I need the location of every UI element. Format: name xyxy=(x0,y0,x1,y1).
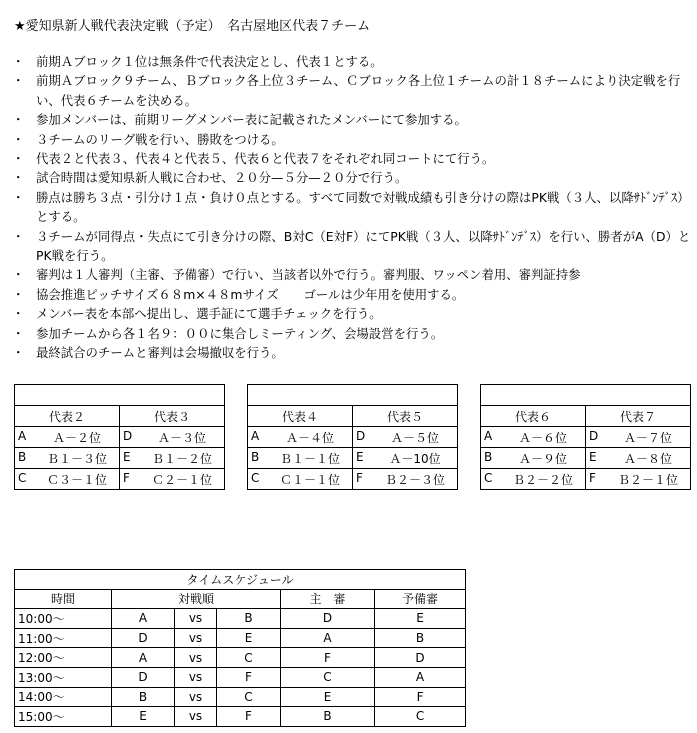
rule-item: ・ 最終試合のチームと審判は会場撤収を行う。 xyxy=(14,343,694,362)
team-slot: Ａ－８位 xyxy=(623,451,672,466)
group-cell xyxy=(248,448,353,469)
group-cell xyxy=(353,427,458,448)
schedule-home: A xyxy=(112,648,175,668)
rule-item: ・ 協会推進ピッチサイズ６８m×４８mサイズ ゴールは少年用を使用する。 xyxy=(14,285,694,304)
group-table-blank-row xyxy=(15,385,225,406)
group-cell xyxy=(248,469,353,490)
rule-item: ・ 審判は１人審判（主審、予備審）で行い、当該者以外で行う。審判服、ワッペン着用、審判証持参 xyxy=(14,265,694,284)
rule-item: ・ 前期Ａブロック１位は無条件で代表決定とし、代表１とする。 xyxy=(14,52,694,71)
rule-item: ・ メンバー表を本部へ提出し、選手証にて選手チェックを行う。 xyxy=(14,304,694,323)
schedule-vs: vs xyxy=(175,687,217,707)
schedule-home: A xyxy=(112,609,175,629)
rule-item: ・ ３チームのリーグ戦を行い、勝敗をつける。 xyxy=(14,130,694,149)
schedule-row xyxy=(15,687,466,707)
schedule-vs: vs xyxy=(175,609,217,629)
team-letter: A xyxy=(484,428,493,443)
team-letter: D xyxy=(589,428,599,443)
schedule-time: 11:00～ xyxy=(15,628,112,648)
team-slot: Ｂ２－２位 xyxy=(512,472,573,487)
team-slot: Ａ－３位 xyxy=(157,430,206,445)
schedule-referee: F xyxy=(281,648,375,668)
schedule-time: 15:00～ xyxy=(15,707,112,727)
schedule-reserve: F xyxy=(375,687,466,707)
group-cell xyxy=(120,427,225,448)
schedule-reserve: E xyxy=(375,609,466,629)
team-slot: Ａ－６位 xyxy=(518,430,567,445)
schedule-referee: A xyxy=(281,628,375,648)
team-slot: Ｂ２－１位 xyxy=(617,472,678,487)
team-letter: E xyxy=(123,449,131,464)
schedule-reserve: C xyxy=(375,707,466,727)
schedule-time: 14:00～ xyxy=(15,687,112,707)
team-letter: E xyxy=(589,449,597,464)
team-slot: Ｃ２－１位 xyxy=(151,472,212,487)
group-cell xyxy=(15,448,120,469)
schedule-row xyxy=(15,628,466,648)
schedule-time: 13:00～ xyxy=(15,667,112,687)
team-letter: D xyxy=(356,428,366,443)
schedule-away: C xyxy=(217,648,281,668)
schedule-header-time: 時間 xyxy=(15,589,112,609)
schedule-referee: B xyxy=(281,707,375,727)
schedule-title: タイムスケジュール xyxy=(15,570,466,590)
schedule-row xyxy=(15,648,466,668)
team-letter: F xyxy=(356,470,363,485)
team-slot: Ａ－10位 xyxy=(389,451,441,466)
rule-item: ・ 代表２と代表３、代表４と代表５、代表６と代表７をそれぞれ同コートにて行う。 xyxy=(14,149,694,168)
schedule-header-match: 対戦順 xyxy=(112,589,281,609)
group-cell xyxy=(120,469,225,490)
team-slot: Ｂ１－３位 xyxy=(46,451,107,466)
team-letter: F xyxy=(589,470,596,485)
group-cell xyxy=(15,427,120,448)
team-letter: B xyxy=(18,449,27,464)
schedule-header-reserve: 予備審 xyxy=(375,589,466,609)
rule-item: ・ ３チームが同得点・失点にて引き分けの際、B対C（E対F）にてPK戦（３人、以降ｻﾄﾞﾝﾃﾞｽ）を行い、勝者がA（D）とPK戦を行う。 xyxy=(14,227,694,266)
schedule-vs: vs xyxy=(175,628,217,648)
team-slot: Ｃ１－１位 xyxy=(279,472,340,487)
rules-list xyxy=(14,52,694,363)
schedule-vs: vs xyxy=(175,667,217,687)
rule-item: ・ 参加チームから各１名９：００に集合しミーティング、会場設営を行う。 xyxy=(14,324,694,343)
group-header-left: 代表６ xyxy=(481,406,586,427)
rule-item: ・ 勝点は勝ち３点・引分け１点・負け０点とする。すべて同数で対戦成績も引き分けの際はPK戦（３人、以降ｻﾄﾞﾝﾃﾞｽ）とする。 xyxy=(14,188,694,227)
group-cell xyxy=(15,469,120,490)
team-letter: B xyxy=(251,449,260,464)
group-header-left: 代表４ xyxy=(248,406,353,427)
schedule-home: E xyxy=(112,707,175,727)
schedule-referee: C xyxy=(281,667,375,687)
schedule-away: B xyxy=(217,609,281,629)
team-letter: B xyxy=(484,449,493,464)
team-slot: Ａ－９位 xyxy=(518,451,567,466)
group-header-right: 代表５ xyxy=(353,406,458,427)
group-header-left: 代表２ xyxy=(15,406,120,427)
schedule-away: C xyxy=(217,687,281,707)
document-title: ★愛知県新人戦代表決定戦（予定） 名古屋地区代表７チーム xyxy=(14,19,371,34)
group-cell xyxy=(586,427,691,448)
group-cell xyxy=(586,448,691,469)
schedule-row xyxy=(15,667,466,687)
group-table-rep2-3 xyxy=(14,384,225,490)
schedule-referee: D xyxy=(281,609,375,629)
rule-item: ・ 前期Ａブロック９チーム、Ｂブロック各上位３チーム、Ｃブロック各上位１チームの計１８チームにより決定戦を行い、代表６チームを決める。 xyxy=(14,71,694,110)
schedule-home: B xyxy=(112,687,175,707)
team-letter: D xyxy=(123,428,133,443)
schedule-vs: vs xyxy=(175,707,217,727)
schedule-reserve: D xyxy=(375,648,466,668)
schedule-referee: E xyxy=(281,687,375,707)
time-schedule-table xyxy=(14,569,466,727)
team-slot: Ｂ２－３位 xyxy=(384,472,445,487)
team-slot: Ａ－４位 xyxy=(285,430,334,445)
schedule-reserve: A xyxy=(375,667,466,687)
schedule-header-referee: 主 審 xyxy=(281,589,375,609)
team-slot: Ｂ１－１位 xyxy=(279,451,340,466)
rule-item: ・ 試合時間は愛知県新人戦に合わせ、２０分—５分—２０分で行う。 xyxy=(14,168,694,187)
group-header-right: 代表７ xyxy=(586,406,691,427)
team-letter: C xyxy=(18,470,27,485)
team-letter: A xyxy=(18,428,27,443)
rule-item: ・ 参加メンバーは、前期リーグメンバー表に記載されたメンバーにて参加する。 xyxy=(14,110,694,129)
team-slot: Ａ－７位 xyxy=(623,430,672,445)
group-cell xyxy=(353,469,458,490)
schedule-away: F xyxy=(217,667,281,687)
group-cell xyxy=(481,469,586,490)
team-slot: Ｃ３－１位 xyxy=(46,472,107,487)
team-letter: C xyxy=(251,470,260,485)
team-slot: Ｂ１－２位 xyxy=(151,451,212,466)
group-table-blank-row xyxy=(248,385,458,406)
group-table-rep6-7 xyxy=(480,384,691,490)
group-header-right: 代表３ xyxy=(120,406,225,427)
team-letter: F xyxy=(123,470,130,485)
group-cell xyxy=(353,448,458,469)
schedule-row xyxy=(15,707,466,727)
team-slot: Ａ－２位 xyxy=(52,430,101,445)
team-letter: C xyxy=(484,470,493,485)
schedule-away: F xyxy=(217,707,281,727)
group-cell xyxy=(248,427,353,448)
team-letter: A xyxy=(251,428,260,443)
schedule-reserve: B xyxy=(375,628,466,648)
schedule-away: E xyxy=(217,628,281,648)
schedule-home: D xyxy=(112,628,175,648)
team-letter: E xyxy=(356,449,364,464)
group-table-blank-row xyxy=(481,385,691,406)
schedule-time: 10:00～ xyxy=(15,609,112,629)
group-cell xyxy=(481,448,586,469)
group-cell xyxy=(481,427,586,448)
schedule-time: 12:00～ xyxy=(15,648,112,668)
group-cell xyxy=(120,448,225,469)
schedule-home: D xyxy=(112,667,175,687)
schedule-vs: vs xyxy=(175,648,217,668)
schedule-row xyxy=(15,609,466,629)
group-table-rep4-5 xyxy=(247,384,458,490)
group-cell xyxy=(586,469,691,490)
team-slot: Ａ－５位 xyxy=(390,430,439,445)
